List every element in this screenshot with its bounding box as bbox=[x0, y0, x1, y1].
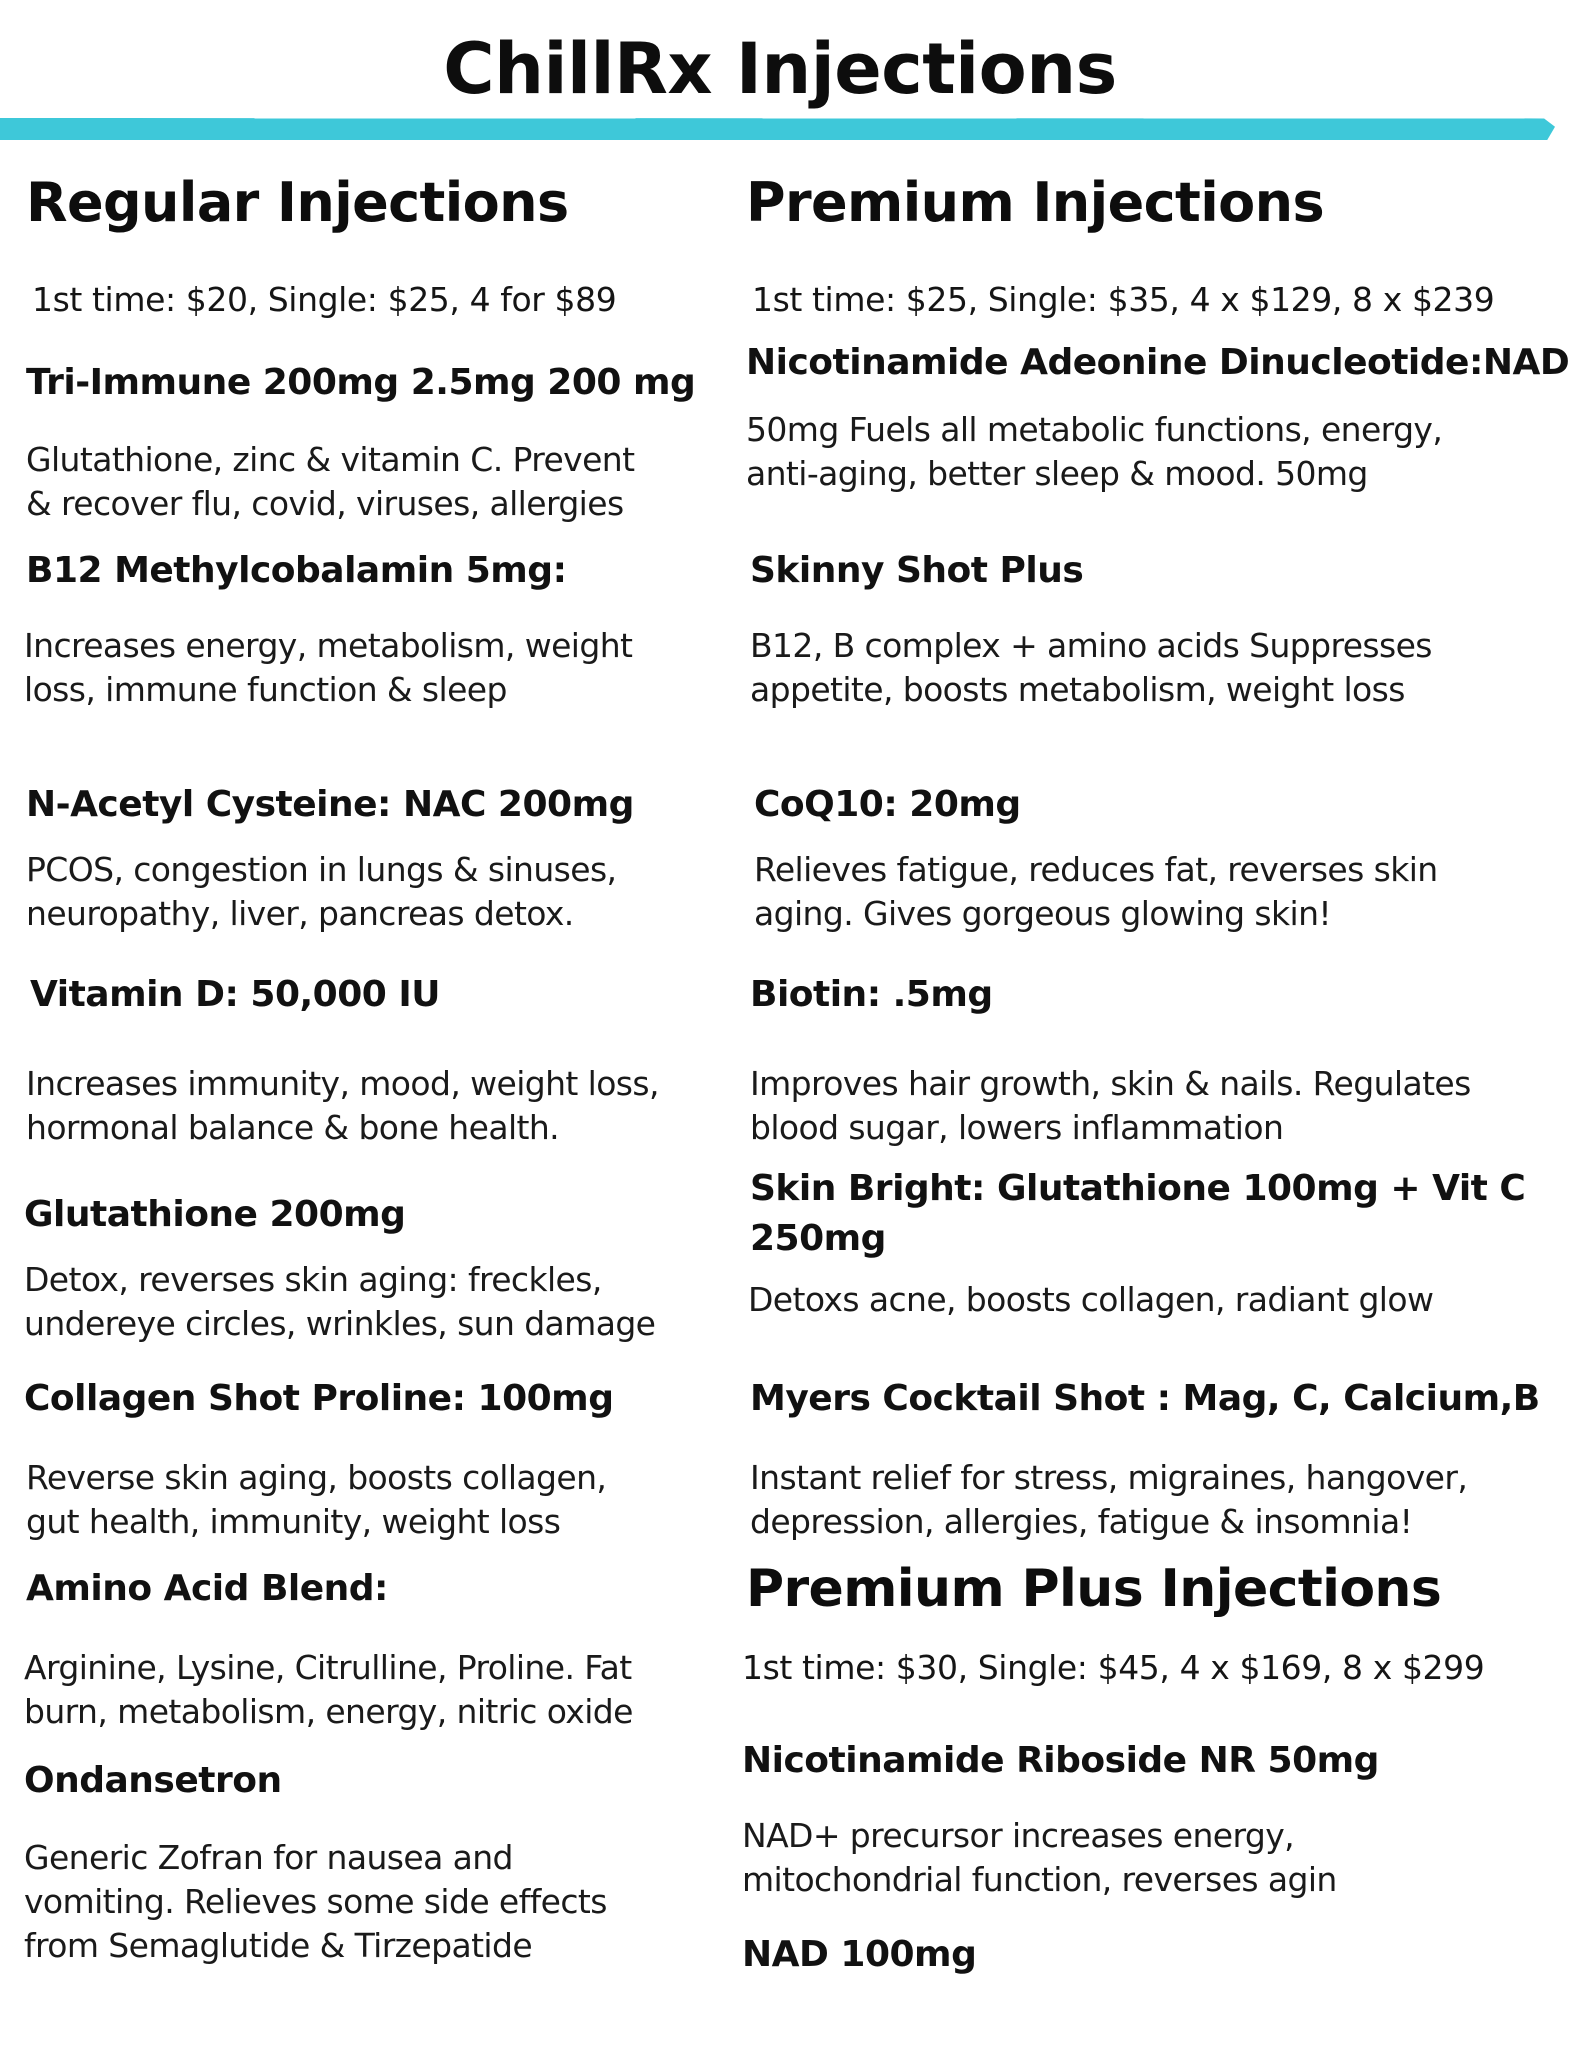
desc-line: Improves hair growth, skin & nails. Regulates bbox=[750, 1064, 1471, 1103]
premium-plus-pricing: 1st time: $30, Single: $45, 4 x $169, 8 x $299 bbox=[742, 1648, 1485, 1687]
item-name: Vitamin D: 50,000 IU bbox=[30, 974, 440, 1015]
regular-pricing: 1st time: $20, Single: $25, 4 for $89 bbox=[32, 280, 617, 319]
item-name: Glutathione 200mg bbox=[24, 1194, 406, 1235]
item-name: Nicotinamide Adeonine Dinucleotide:NAD bbox=[746, 342, 1570, 383]
premium-pricing: 1st time: $25, Single: $35, 4 x $129, 8 x $239 bbox=[752, 280, 1495, 319]
item-name: Skin Bright: Glutathione 100mg + Vit C bbox=[750, 1168, 1526, 1209]
item-name: B12 Methylcobalamin 5mg: bbox=[26, 550, 567, 591]
desc-line: vomiting. Relieves some side effects bbox=[24, 1882, 607, 1921]
item-name: CoQ10: 20mg bbox=[754, 784, 1021, 825]
desc-line: B12, B complex + amino acids Suppresses bbox=[750, 626, 1432, 665]
item-desc bbox=[754, 848, 1438, 936]
item-name: Collagen Shot Proline: 100mg bbox=[24, 1378, 614, 1419]
desc-line: Relieves fatigue, reduces fat, reverses skin bbox=[754, 850, 1438, 889]
desc-line: blood sugar, lowers inflammation bbox=[750, 1108, 1284, 1147]
item-desc bbox=[750, 1062, 1471, 1150]
desc-line: from Semaglutide & Tirzepatide bbox=[24, 1926, 533, 1965]
item-desc bbox=[24, 1258, 655, 1346]
item-desc bbox=[24, 1646, 633, 1734]
premium-heading: Premium Injections bbox=[746, 171, 1325, 234]
item-desc bbox=[742, 1814, 1337, 1902]
desc-line: Generic Zofran for nausea and bbox=[24, 1838, 513, 1877]
item-name: Ondansetron bbox=[24, 1760, 282, 1801]
desc-line: Increases immunity, mood, weight loss, bbox=[26, 1064, 659, 1103]
desc-line: Detox, reverses skin aging: freckles, bbox=[24, 1260, 602, 1299]
desc-line: Glutathione, zinc & vitamin C. Prevent bbox=[26, 440, 635, 479]
desc-line: 50mg Fuels all metabolic functions, energy, bbox=[746, 410, 1443, 449]
desc-line: Detoxs acne, boosts collagen, radiant glow bbox=[748, 1280, 1434, 1319]
item-desc bbox=[748, 1278, 1433, 1322]
regular-heading: Regular Injections bbox=[26, 171, 569, 234]
desc-line: neuropathy, liver, pancreas detox. bbox=[26, 894, 574, 933]
item-name: Biotin: .5mg bbox=[750, 974, 993, 1015]
desc-line: mitochondrial function, reverses agin bbox=[742, 1860, 1337, 1899]
item-desc bbox=[750, 624, 1432, 712]
desc-line: NAD+ precursor increases energy, bbox=[742, 1816, 1295, 1855]
page-title: ChillRx Injections bbox=[443, 28, 1117, 110]
item-name: Nicotinamide Riboside NR 50mg bbox=[742, 1740, 1379, 1781]
desc-line: Increases energy, metabolism, weight bbox=[24, 626, 633, 665]
item-desc bbox=[24, 624, 632, 712]
item-name: Amino Acid Blend: bbox=[26, 1568, 388, 1609]
item-desc bbox=[26, 848, 616, 936]
desc-line: Instant relief for stress, migraines, hangover, bbox=[750, 1458, 1468, 1497]
item-name-continued: 250mg bbox=[750, 1218, 886, 1259]
desc-line: undereye circles, wrinkles, sun damage bbox=[24, 1304, 656, 1343]
item-name: NAD 100mg bbox=[742, 1934, 977, 1975]
desc-line: gut health, immunity, weight loss bbox=[26, 1502, 561, 1541]
item-name: Myers Cocktail Shot : Mag, C, Calcium,B bbox=[750, 1378, 1540, 1419]
item-name: Tri-Immune 200mg 2.5mg 200 mg bbox=[26, 362, 696, 403]
premium-plus-heading: Premium Plus Injections bbox=[746, 1559, 1442, 1619]
accent-divider bbox=[0, 118, 1555, 140]
desc-line: aging. Gives gorgeous glowing skin! bbox=[754, 894, 1332, 933]
desc-line: & recover flu, covid, viruses, allergies bbox=[26, 484, 624, 523]
item-desc bbox=[746, 408, 1442, 496]
desc-line: burn, metabolism, energy, nitric oxide bbox=[24, 1692, 633, 1731]
item-desc bbox=[24, 1836, 607, 1968]
item-name: N-Acetyl Cysteine: NAC 200mg bbox=[26, 784, 634, 825]
item-name: Skinny Shot Plus bbox=[750, 550, 1084, 591]
item-desc bbox=[26, 1456, 606, 1544]
item-desc bbox=[750, 1456, 1467, 1544]
desc-line: appetite, boosts metabolism, weight loss bbox=[750, 670, 1405, 709]
desc-line: Arginine, Lysine, Citrulline, Proline. Fat bbox=[24, 1648, 632, 1687]
item-desc bbox=[26, 438, 634, 526]
desc-line: depression, allergies, fatigue & insomnia! bbox=[750, 1502, 1413, 1541]
desc-line: anti-aging, better sleep & mood. 50mg bbox=[746, 454, 1368, 493]
item-desc bbox=[26, 1062, 659, 1150]
desc-line: Reverse skin aging, boosts collagen, bbox=[26, 1458, 607, 1497]
desc-line: hormonal balance & bone health. bbox=[26, 1108, 560, 1147]
desc-line: loss, immune function & sleep bbox=[24, 670, 507, 709]
desc-line: PCOS, congestion in lungs & sinuses, bbox=[26, 850, 617, 889]
